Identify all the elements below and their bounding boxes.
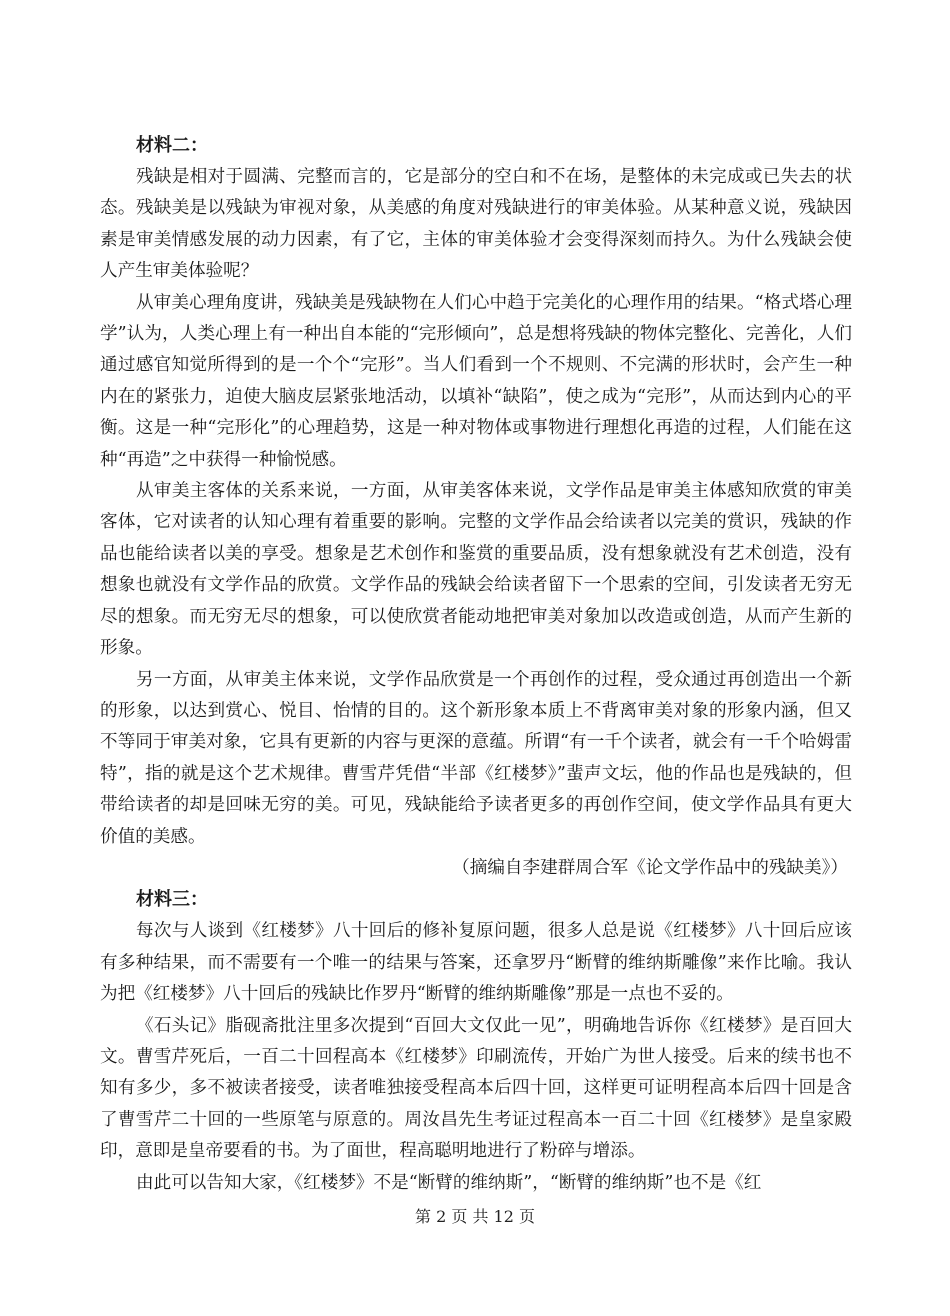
material-3-paragraph-2: 《石头记》脂砚斋批注里多次提到“百回大文仅此一见”，明确地告诉你《红楼梦》是百回大文。曹雪芹死后，一百二十回程高本《红楼梦》印刷流传，开始广为世人接受。后来的续书也不知有多少，多不被读者接受，读者唯独接受程高本后四十回，这样更可证明程高本后四十回是含了曹雪芹二十回的一些原笔与原意的。周汝昌先生考证过程高本一百二十回《红楼梦》是皇家殿印，意即是皇帝要看的书。为了面世，程高聪明地进行了粉碎与增添。 xyxy=(100,1015,852,1162)
document-page xyxy=(100,130,852,1199)
material-2-source: （摘编自李建群周合军《论文学作品中的残缺美》） xyxy=(452,857,848,878)
material-2-heading: 材料二： xyxy=(136,135,208,156)
material-2-paragraph-2: 从审美心理角度讲，残缺美是残缺物在人们心中趋于完美化的心理作用的结果。“格式塔心理学”认为，人类心理上有一种出自本能的“完形倾向”，总是想将残缺的物体完整化、完善化，人们通过感官知觉所得到的是一个个“完形”。当人们看到一个不规则、不完满的形状时，会产生一种内在的紧张力，迫使大脑皮层紧张地活动，以填补“缺陷”，使之成为“完形”，从而达到内心的平衡。这是一种“完形化”的心理趋势，这是一种对物体或事物进行理想化再造的过程，人们能在这种“再造”之中获得一种愉悦感。 xyxy=(100,292,852,470)
material-2-paragraph-3: 从审美主客体的关系来说，一方面，从审美客体来说，文学作品是审美主体感知欣赏的审美客体，它对读者的认知心理有着重要的影响。完整的文学作品会给读者以完美的赏识，残缺的作品也能给读者以美的享受。想象是艺术创作和鉴赏的重要品质，没有想象就没有艺术创造，没有想象也就没有文学作品的欣赏。文学作品的残缺会给读者留下一个思索的空间，引发读者无穷无尽的想象。而无穷无尽的想象，可以使欣赏者能动地把审美对象加以改造或创造，从而产生新的形象。 xyxy=(100,481,852,659)
material-2-paragraph-4: 另一方面，从审美主体来说，文学作品欣赏是一个再创作的过程，受众通过再创造出一个新的形象，以达到赏心、悦目、怡情的目的。这个新形象本质上不背离审美对象的形象内涵，但又不等同于审美对象，它具有更新的内容与更深的意蕴。所谓“有一千个读者，就会有一千个哈姆雷特”，指的就是这个艺术规律。曹雪芹凭借“半部《红楼梦》”蜚声文坛，他的作品也是残缺的，但带给读者的却是回味无穷的美。可见，残缺能给予读者更多的再创作空间，使文学作品具有更大价值的美感。 xyxy=(100,669,852,847)
material-3-paragraph-1: 每次与人谈到《红楼梦》八十回后的修补复原问题，很多人总是说《红楼梦》八十回后应该有多种结果，而不需要有一个唯一的结果与答案，还拿罗丹“断臂的维纳斯雕像”来作比喻。我认为把《红楼梦》八十回后的残缺比作罗丹“断臂的维纳斯雕像”那是一点也不妥的。 xyxy=(100,921,852,1005)
material-3-heading: 材料三： xyxy=(136,889,208,911)
material-3-paragraph-3: 由此可以告知大家，《红楼梦》不是“断臂的维纳斯”，“断臂的维纳斯”也不是《红 xyxy=(136,1172,762,1193)
material-2-paragraph-1: 残缺是相对于圆满、完整而言的，它是部分的空白和不在场，是整体的未完成或已失去的状态。残缺美是以残缺为审视对象，从美感的角度对残缺进行的审美体验。从某种意义说，残缺因素是审美情感发展的动力因素，有了它，主体的审美体验才会变得深刻而持久。为什么残缺会使人产生审美体验呢？ xyxy=(100,167,852,282)
page-number-footer: 第 2 页 共 12 页 xyxy=(415,1207,535,1226)
